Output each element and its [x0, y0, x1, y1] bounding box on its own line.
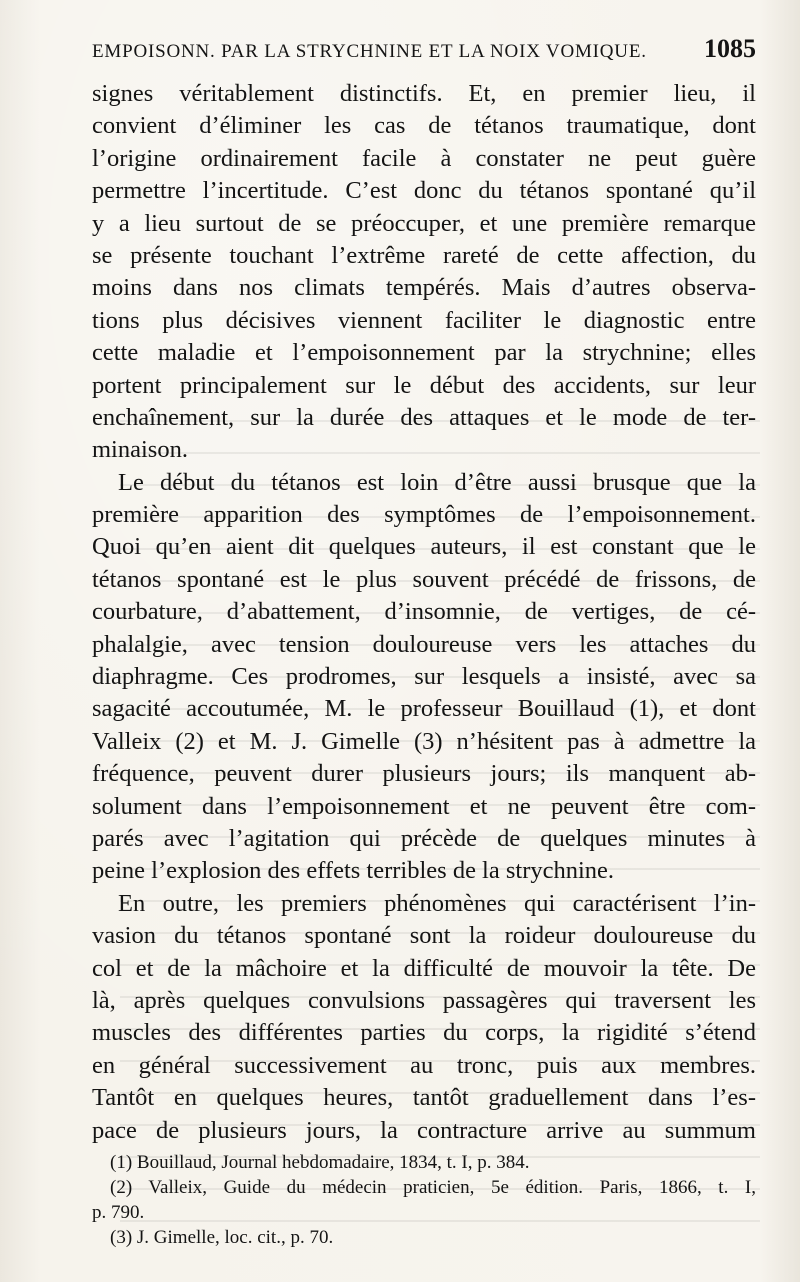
text-line: col et de la mâchoire et la difficulté de mouvoir la tête. De — [92, 954, 756, 982]
footnote-continuation: p. 790. — [92, 1202, 145, 1223]
text-line: y a lieu surtout de se préoccuper, et une première remarque — [92, 209, 756, 237]
text-line: première apparition des symptômes de l’empoisonnement. — [92, 501, 756, 529]
text-line: Le début du tétanos est loin d’être aussi brusque que la — [118, 468, 756, 496]
text-line: l’origine ordinairement facile à constater ne peut guère — [92, 144, 756, 172]
text-line: cette maladie et l’empoisonnement par la strychnine; elles — [92, 339, 756, 367]
text-line: Valleix (2) et M. J. Gimelle (3) n’hésitent pas à admettre la — [92, 727, 756, 755]
text-line: enchaînement, sur la durée des attaques et le mode de ter- — [92, 403, 756, 431]
footnotes — [92, 1150, 756, 1250]
text-line: vasion du tétanos spontané sont la roideur douloureuse du — [92, 922, 756, 950]
text-line: muscles des différentes parties du corps, la rigidité s’étend — [92, 1019, 756, 1047]
text-line: en général successivement au tronc, puis aux membres. — [92, 1051, 756, 1079]
text-line: là, après quelques convulsions passagères qui traversent les — [92, 986, 756, 1014]
body-text — [92, 78, 756, 1147]
footnote: (1) Bouillaud, Journal hebdomadaire, 1834, t. I, p. 384. — [110, 1152, 530, 1173]
text-line: Quoi qu’en aient dit quelques auteurs, il est constant que le — [92, 533, 756, 561]
running-head: EMPOISONN. PAR LA STRYCHNINE ET LA NOIX VOMIQUE. — [92, 41, 647, 62]
text-line: Tantôt en quelques heures, tantôt graduellement dans l’es- — [92, 1084, 756, 1112]
footnote: (3) J. Gimelle, loc. cit., p. 70. — [110, 1227, 334, 1248]
text-line: permettre l’incertitude. C’est donc du tétanos spontané qu’il — [92, 177, 756, 205]
text-line: tétanos spontané est le plus souvent précédé de frissons, de — [92, 565, 756, 593]
text-line: courbature, d’abattement, d’insomnie, de vertiges, de cé- — [92, 598, 756, 626]
text-line: phalalgie, avec tension douloureuse vers les attaches du — [92, 630, 756, 658]
text-line: pace de plusieurs jours, la contracture arrive au summum — [92, 1116, 756, 1144]
page-header — [92, 34, 756, 74]
page-number: 1085 — [704, 34, 756, 63]
text-line: fréquence, peuvent durer plusieurs jours; ils manquent ab- — [92, 760, 756, 788]
text-line: diaphragme. Ces prodromes, sur lesquels a insisté, avec sa — [92, 663, 756, 691]
text-line: portent principalement sur le début des accidents, sur leur — [92, 371, 756, 399]
text-line: peine l’explosion des effets terribles de la strychnine. — [92, 857, 615, 885]
text-line: signes véritablement distinctifs. Et, en premier lieu, il — [92, 80, 756, 107]
text-line: sagacité accoutumée, M. le professeur Bouillaud (1), et dont — [92, 695, 756, 723]
text-line: minaison. — [92, 436, 188, 464]
footnote: (2) Valleix, Guide du médecin praticien, 5e édition. Paris, 1866, t. I, — [110, 1177, 756, 1198]
text-line: moins dans nos climats tempérés. Mais d’autres observa- — [92, 274, 756, 302]
text-line: convient d’éliminer les cas de tétanos traumatique, dont — [92, 112, 756, 140]
text-line: parés avec l’agitation qui précède de quelques minutes à — [92, 824, 756, 852]
text-line: tions plus décisives viennent faciliter le diagnostic entre — [92, 306, 756, 334]
text-line: En outre, les premiers phénomènes qui caractérisent l’in- — [118, 889, 756, 917]
text-line: solument dans l’empoisonnement et ne peuvent être com- — [92, 792, 756, 820]
text-line: se présente touchant l’extrême rareté de cette affection, du — [92, 241, 756, 269]
